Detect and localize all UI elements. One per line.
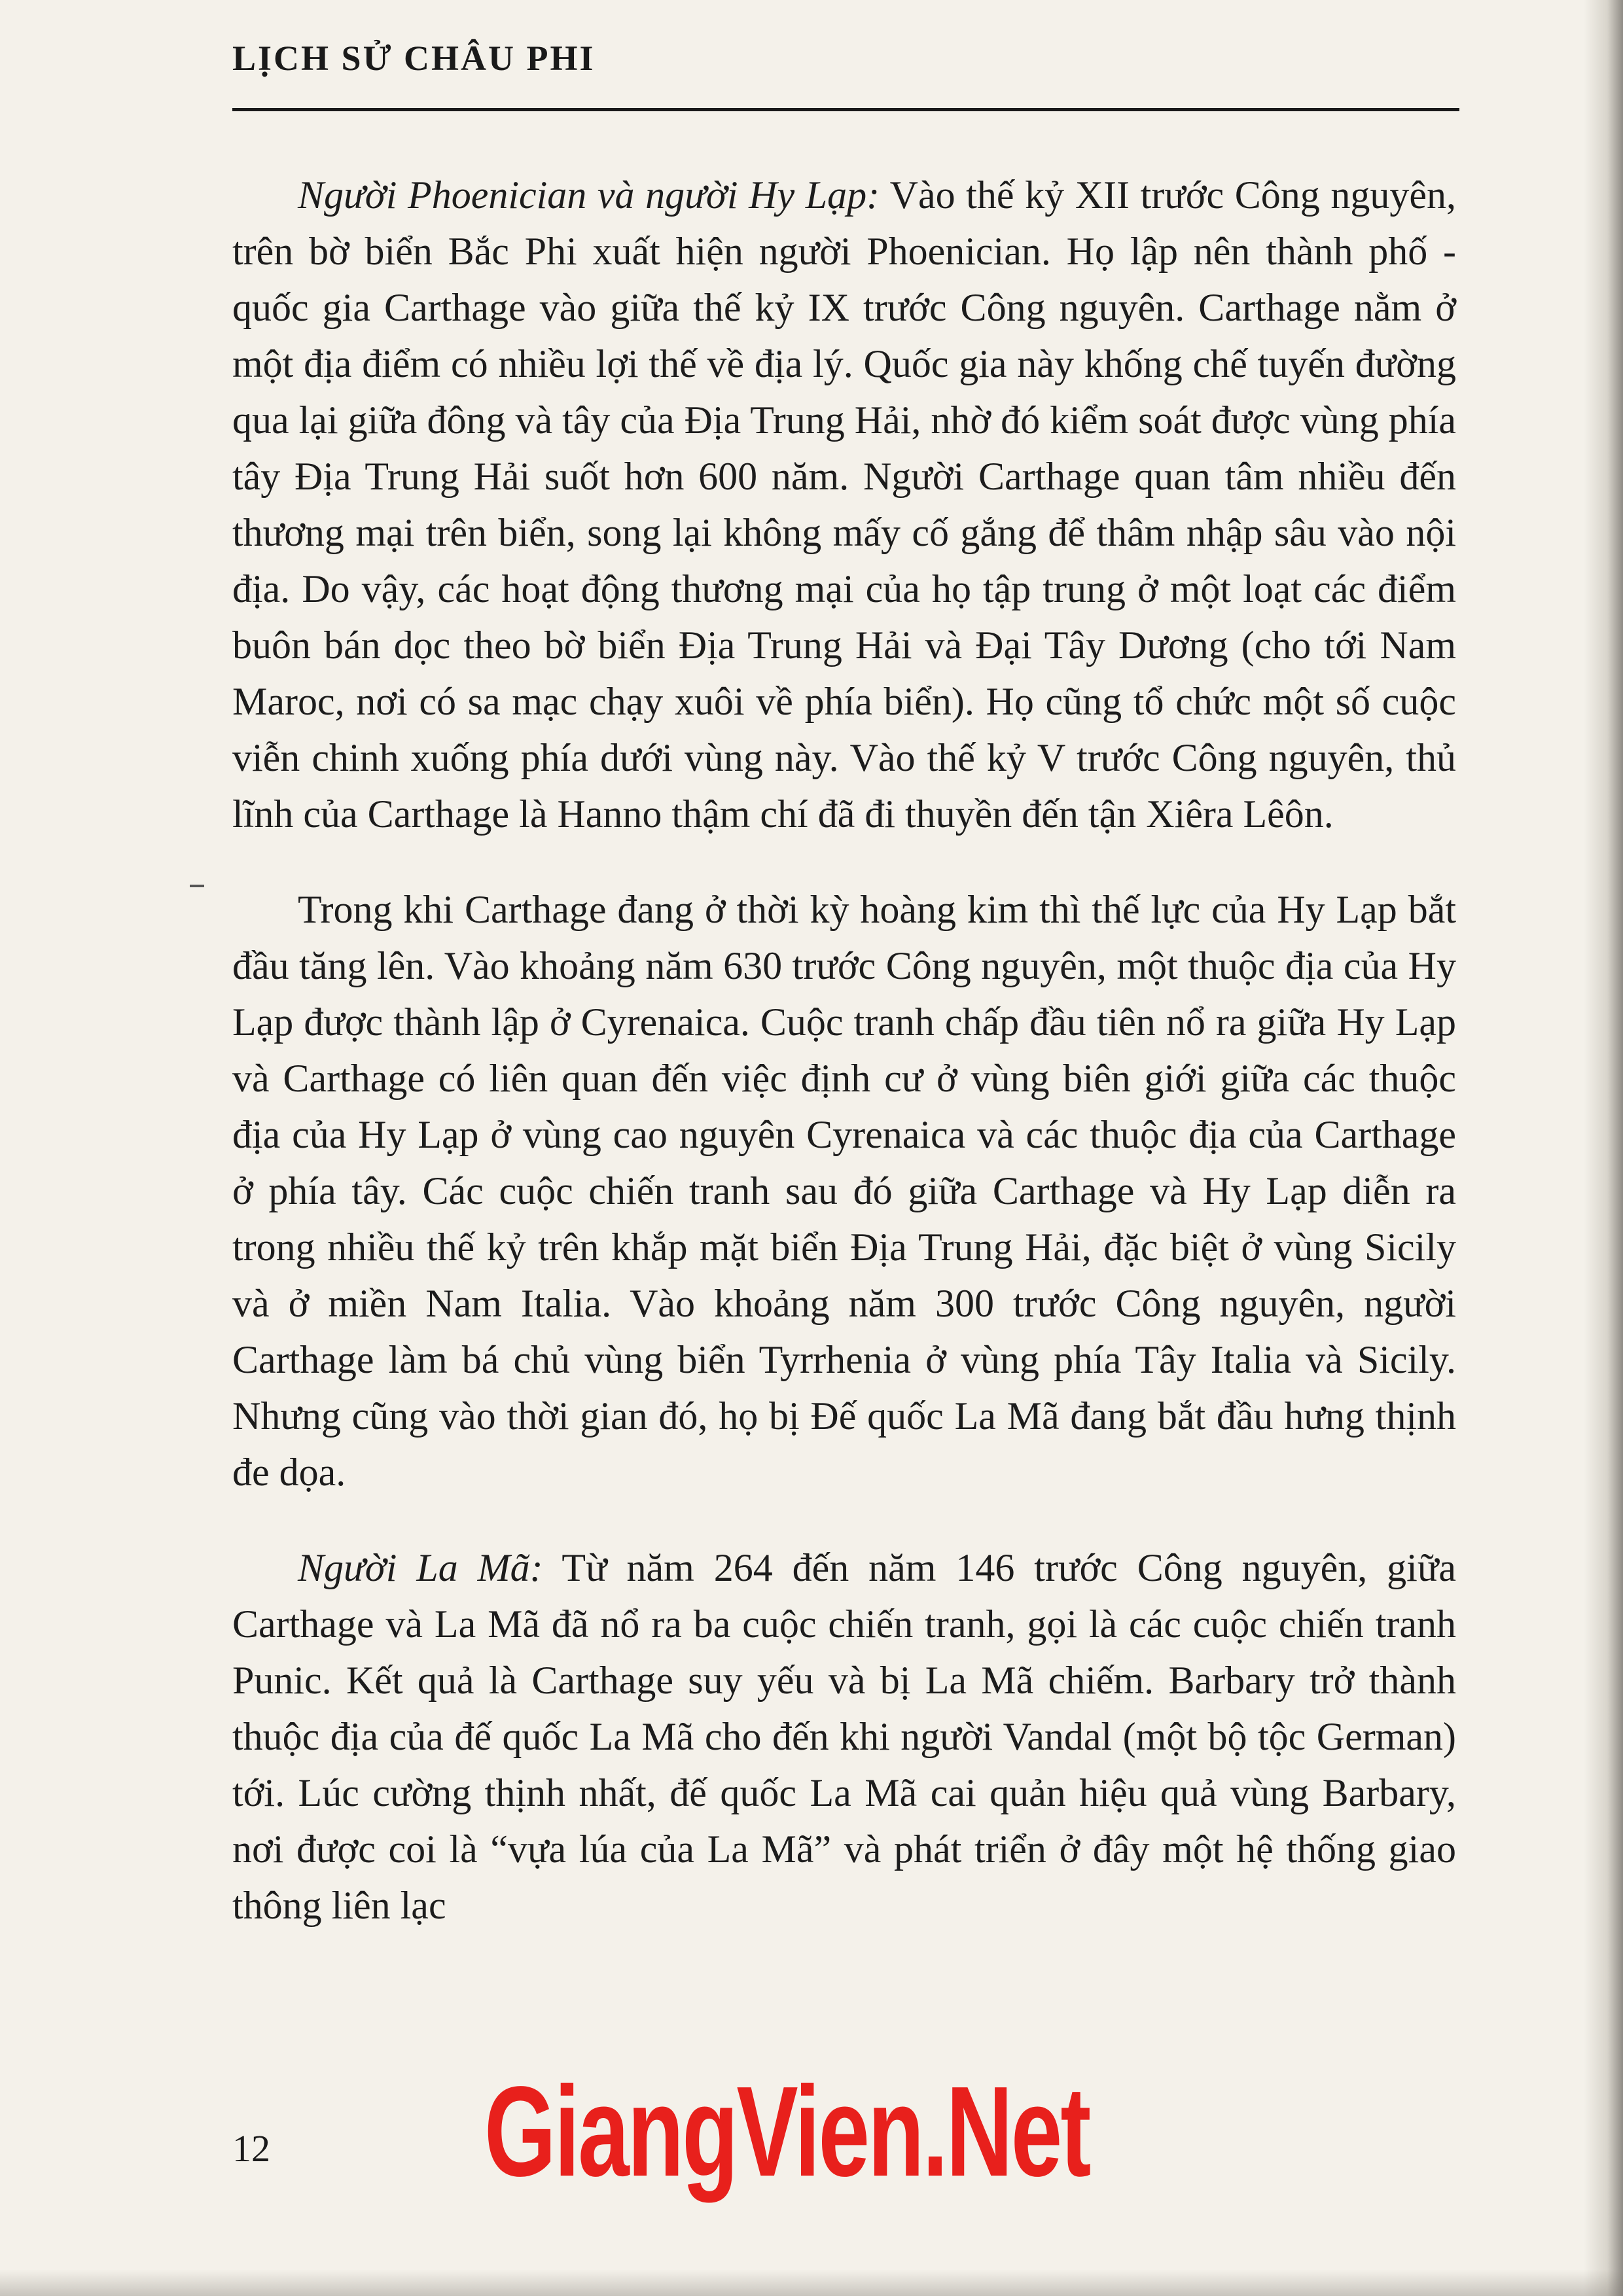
paragraph-text: Trong khi Carthage đang ở thời kỳ hoàng kim thì thế lực của Hy Lạp bắt đầu tăng lên. Vào khoảng năm 630 trước Công nguyên, một thuộc địa của Hy Lạp được thành lập ở Cyrenaica. Cuộc tranh chấp đầu tiên nổ ra giữa Hy Lạp và Carthage có liên quan đến việc định cư ở vùng biên giới giữa các thuộc địa của Hy Lạp ở vùng cao nguyên Cyrenaica và các thuộc địa của Carthage ở phía tây. Các cuộc chiến tranh sau đó giữa Carthage và Hy Lạp diễn ra trong nhiều thế kỷ trên khắp mặt biển Địa Trung Hải, đặc biệt ở vùng Sicily và ở miền Nam Italia. Vào khoảng năm 300 trước Công nguyên, người Carthage làm bá chủ vùng biển Tyrrhenia ở vùng phía Tây Italia và Sicily. Nhưng cũng vào thời gian đó, họ bị Đế quốc La Mã đang bắt đầu hưng thịnh đe dọa. — [232, 888, 1456, 1494]
running-header: LỊCH SỬ CHÂU PHI — [232, 39, 596, 78]
paragraph-text: Từ năm 264 đến năm 146 trước Công nguyên, giữa Carthage và La Mã đã nổ ra ba cuộc chiến tranh, gọi là các cuộc chiến tranh Punic. Kết quả là Carthage suy yếu và bị La Mã chiếm. Barbary trở thành thuộc địa của đế quốc La Mã cho đến khi người Vandal (một bộ tộc German) tới. Lúc cường thịnh nhất, đế quốc La Mã cai quản hiệu quả vùng Barbary, nơi được coi là “vựa lúa của La Mã” và phát triển ở đây một hệ thống giao thông liên lạc — [232, 1546, 1457, 1927]
watermark-logo: GiangVien.Net — [484, 2060, 1090, 2203]
page-body — [232, 167, 1456, 1934]
paragraph-text: Vào thế kỷ XII trước Công nguyên, trên bờ biển Bắc Phi xuất hiện người Phoenician. Họ lập nên thành phố - quốc gia Carthage vào giữa thế kỷ IX trước Công nguyên. Carthage nằm ở một địa điểm có nhiều lợi thế về địa lý. Quốc gia này khống chế tuyến đường qua lại giữa đông và tây của Địa Trung Hải, nhờ đó kiểm soát được vùng phía tây Địa Trung Hải suốt hơn 600 năm. Người Carthage quan tâm nhiều đến thương mại trên biển, song lại không mấy cố gắng để thâm nhập sâu vào nội địa. Do vậy, các hoạt động thương mại của họ tập trung ở một loạt các điểm buôn bán dọc theo bờ biển Địa Trung Hải và Đại Tây Dương (cho tới Nam Maroc, nơi có sa mạc chạy xuôi về phía biển). Họ cũng tổ chức một số cuộc viễn chinh xuống phía dưới vùng này. Vào thế kỷ V trước Công nguyên, thủ lĩnh của Carthage là Hanno thậm chí đã đi thuyền đến tận Xiêra Lêôn. — [232, 173, 1456, 836]
header-rule — [232, 108, 1459, 111]
page-edge-shadow — [1584, 0, 1623, 2296]
paragraph-phoenician-greek — [232, 167, 1456, 842]
paragraph-lead: Người La Mã: — [298, 1546, 543, 1589]
paragraph-romans — [232, 1540, 1456, 1934]
paragraph-lead: Người Phoenician và người Hy Lạp: — [298, 173, 880, 217]
margin-mark — [190, 885, 204, 887]
paragraph-carthage-greece — [232, 881, 1456, 1500]
page-bottom-shadow — [0, 2270, 1623, 2296]
page-number: 12 — [232, 2127, 270, 2170]
